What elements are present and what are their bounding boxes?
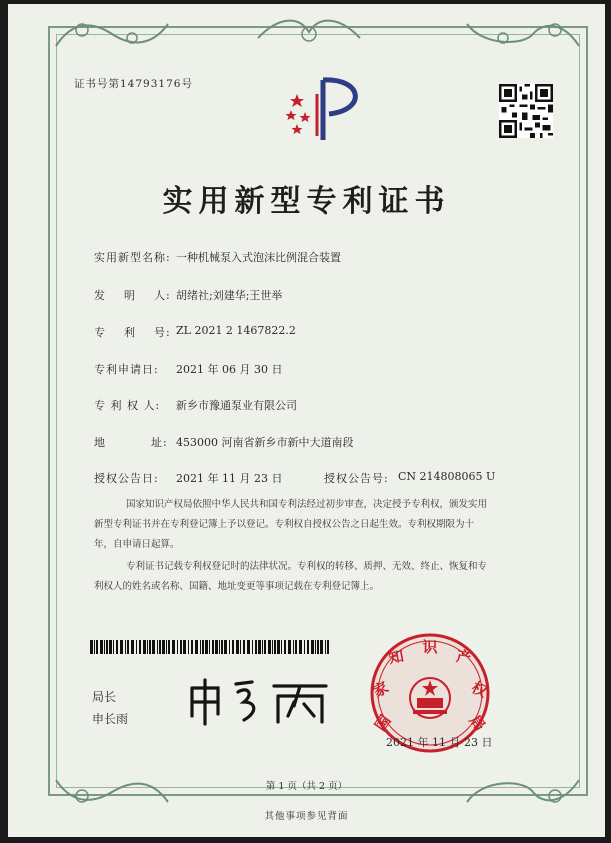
svg-text:产: 产 (454, 646, 473, 668)
top-right-ornament (463, 16, 583, 52)
address-value: 453000 河南省新乡市新中大道南段 (176, 436, 354, 449)
seal-date: 2021 年 11 月 23 日 (386, 736, 493, 749)
utility-model-name-label: 实用新型名称: (94, 251, 171, 264)
page-number: 第 1 页（共 2 页） (265, 781, 348, 792)
filing-date-label: 专利申请日: (94, 363, 159, 376)
inventor-value: 胡绪社;刘建华;王世举 (176, 289, 283, 302)
top-left-ornament (52, 16, 172, 52)
director-name: 申长雨 (92, 712, 129, 726)
utility-model-name-value: 一种机械泵入式泡沫比例混合装置 (176, 251, 341, 264)
patent-number-value: ZL 2021 2 1467822.2 (176, 324, 296, 337)
certificate-title: 实用新型专利证书 (162, 184, 451, 219)
grant-publication-number-label: 授权公告号: (324, 472, 389, 485)
patent-certificate (8, 4, 605, 837)
grant-date-value: 2021 年 11 月 23 日 (176, 472, 283, 485)
body-line-5: 利权人的姓名或名称、国籍、地址变更等事项记载在专利登记簿上。 (94, 581, 380, 592)
patentee-value: 新乡市豫通泵业有限公司 (176, 399, 297, 412)
body-line-3: 年，自申请日起算。 (94, 539, 180, 550)
footer-note: 其他事项参见背面 (264, 811, 349, 822)
body-line-2: 新型专利证书并在专利登记簿上予以登记。专利权自授权公告之日起生效。专利权期限为十 (94, 519, 475, 530)
certificate-number: 证书号第14793176号 (74, 78, 193, 90)
svg-text:国: 国 (371, 711, 395, 735)
filing-date-value: 2021 年 06 月 30 日 (176, 363, 283, 376)
barcode (90, 640, 330, 654)
svg-text:家: 家 (369, 678, 392, 702)
svg-text:局: 局 (465, 711, 489, 735)
qr-code (499, 84, 553, 138)
svg-text:权: 权 (468, 678, 491, 702)
handwritten-signature (182, 676, 332, 728)
patentee-label: 专 利 权 人: (94, 399, 161, 412)
top-center-ornament (254, 12, 364, 48)
inventor-label: 发 明 人: (94, 289, 171, 302)
svg-text:识: 识 (422, 638, 438, 656)
address-label: 地 址: (94, 436, 168, 449)
director-title: 局长 (92, 690, 117, 704)
grant-date-label: 授权公告日: (94, 472, 159, 485)
body-line-1: 国家知识产权局依照中华人民共和国专利法经过初步审查，决定授予专利权，颁发实用 (126, 499, 488, 510)
cnipa-logo-icon (283, 74, 375, 146)
patent-number-label: 专 利 号: (94, 326, 171, 339)
body-line-4: 专利证书记载专利权登记时的法律状况。专利权的转移、质押、无效、终止、恢复和专 (126, 561, 488, 572)
grant-publication-number-value: CN 214808065 U (398, 470, 496, 483)
svg-text:知: 知 (387, 646, 406, 668)
